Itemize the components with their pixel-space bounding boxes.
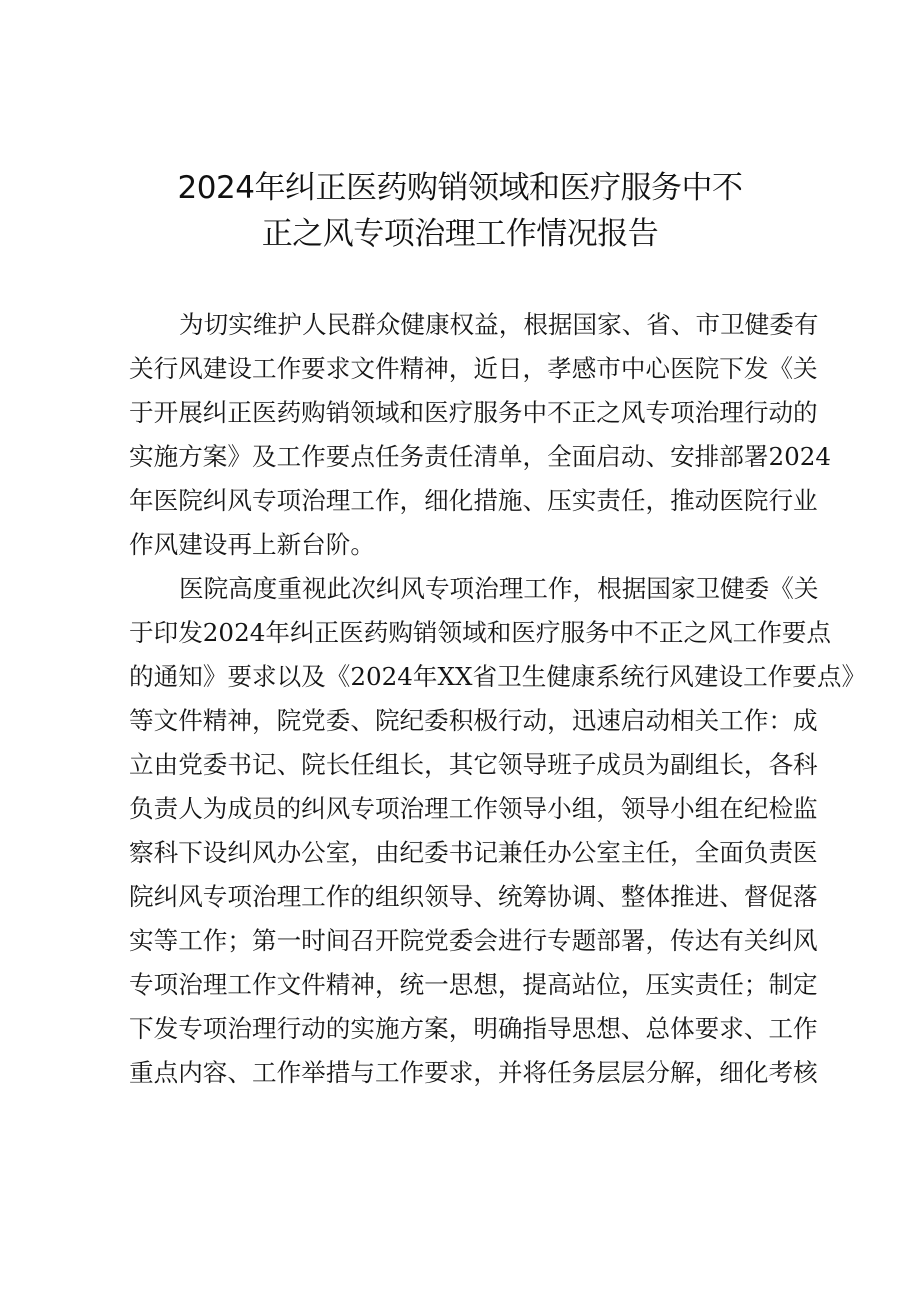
- document-body: [129, 303, 867, 1095]
- paragraph-1: [129, 303, 832, 567]
- paragraph-line: 等文件精神，院党委、院纪委积极行动，迅速启动相关工作：成: [129, 706, 818, 735]
- paragraph-line: 下发专项治理行动的实施方案，明确指导思想、总体要求、工作: [129, 1014, 818, 1043]
- paragraph-line: 专项治理工作文件精神，统一思想，提高站位，压实责任；制定: [129, 970, 818, 999]
- paragraph-line: 于开展纠正医药购销领域和医疗服务中不正之风专项治理行动的: [129, 398, 818, 427]
- paragraph-line: 察科下设纠风办公室，由纪委书记兼任办公室主任，全面负责医: [129, 838, 818, 867]
- paragraph-line: 为切实维护人民群众健康权益，根据国家、省、市卫健委有: [179, 310, 819, 339]
- paragraph-line: 立由党委书记、院长任组长，其它领导班子成员为副组长，各科: [129, 750, 818, 779]
- paragraph-line: 医院高度重视此次纠风专项治理工作，根据国家卫健委《关: [179, 574, 819, 603]
- title-line-2: 正之风专项治理工作情况报告: [261, 216, 659, 252]
- paragraph-line: 年医院纠风专项治理工作，细化措施、压实责任，推动医院行业: [129, 486, 818, 515]
- document-title: [130, 165, 790, 257]
- paragraph-line: 的通知》要求以及《2024年XX省卫生健康系统行风建设工作要点》: [129, 662, 867, 691]
- paragraph-line: 负责人为成员的纠风专项治理工作领导小组，领导小组在纪检监: [129, 794, 818, 823]
- paragraph-2: [129, 567, 867, 1095]
- paragraph-line: 关行风建设工作要求文件精神，近日，孝感市中心医院下发《关: [129, 354, 818, 383]
- paragraph-line: 实等工作；第一时间召开院党委会进行专题部署，传达有关纠风: [129, 926, 818, 955]
- paragraph-line: 作风建设再上新台阶。: [129, 530, 375, 559]
- paragraph-line: 院纠风专项治理工作的组织领导、统筹协调、整体推进、督促落: [129, 882, 818, 911]
- paragraph-line: 实施方案》及工作要点任务责任清单，全面启动、安排部署2024: [129, 442, 832, 471]
- title-line-1: 2024年纠正医药购销领域和医疗服务中不: [177, 170, 743, 206]
- paragraph-line: 重点内容、工作举措与工作要求，并将任务层层分解，细化考核: [129, 1058, 818, 1087]
- paragraph-line: 于印发2024年纠正医药购销领域和医疗服务中不正之风工作要点: [129, 618, 832, 647]
